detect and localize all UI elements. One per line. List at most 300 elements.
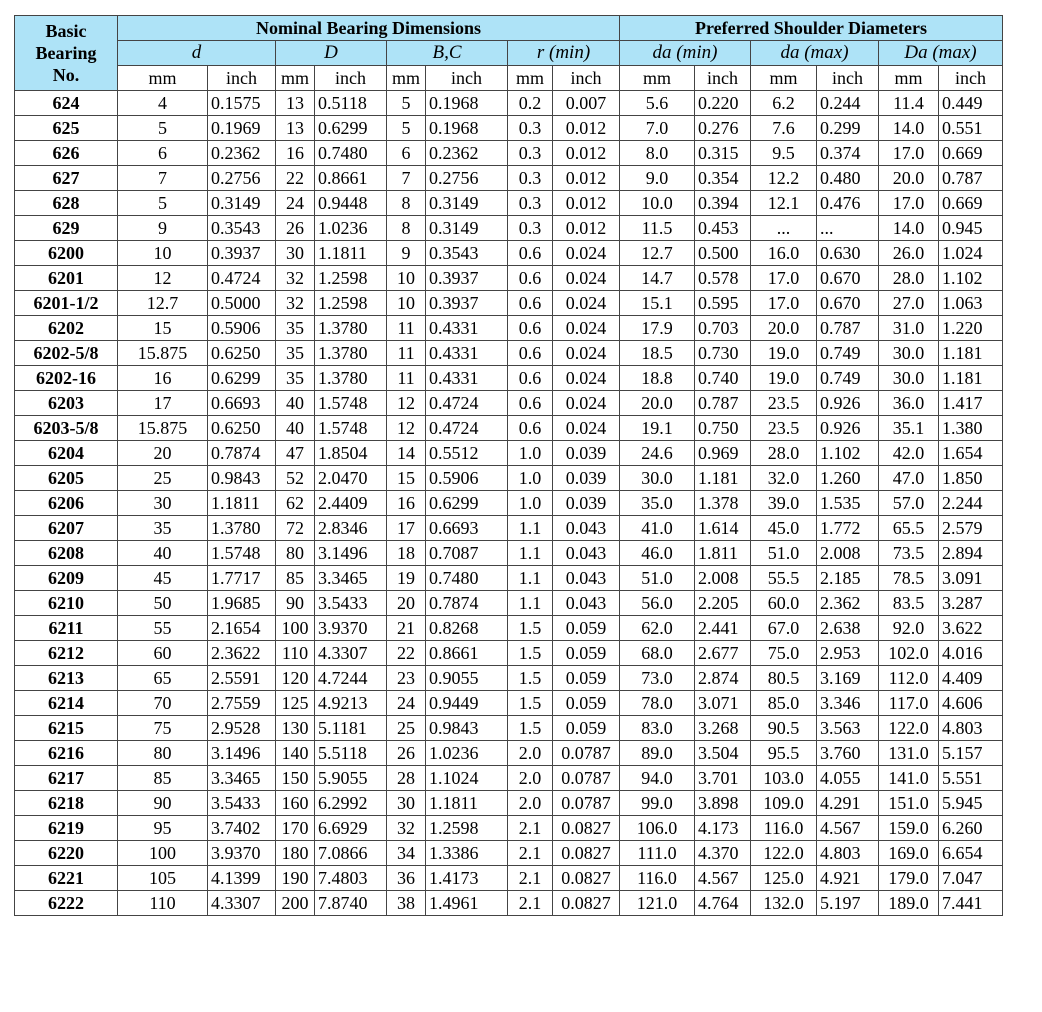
cell-bc-mm: 15: [387, 466, 426, 491]
cell-da-max-inch: 1.535: [817, 491, 879, 516]
cell-da-min-inch: 1.811: [695, 541, 751, 566]
cell-d-inch: 0.7874: [208, 441, 276, 466]
bearing-dimensions-table: [14, 15, 1003, 916]
cell-da-max-mm: 16.0: [751, 241, 817, 266]
cell-Da-max-inch: 1.063: [939, 291, 1003, 316]
cell-r-min-inch: 0.024: [553, 291, 620, 316]
cell-r-min-mm: 0.6: [508, 241, 553, 266]
cell-bearing-no: 6205: [15, 466, 118, 491]
cell-D-inch: 1.5748: [315, 416, 387, 441]
cell-r-min-inch: 0.024: [553, 241, 620, 266]
cell-da-min-inch: 3.701: [695, 766, 751, 791]
cell-d-mm: 65: [118, 666, 208, 691]
nominal-dimensions-header: Nominal Bearing Dimensions: [118, 16, 620, 41]
cell-da-min-inch: 0.750: [695, 416, 751, 441]
cell-r-min-mm: 1.1: [508, 591, 553, 616]
cell-D-inch: 6.6929: [315, 816, 387, 841]
cell-da-min-mm: 94.0: [620, 766, 695, 791]
cell-bc-inch: 0.8661: [426, 641, 508, 666]
cell-d-inch: 3.1496: [208, 741, 276, 766]
table-row: [15, 341, 1003, 366]
cell-da-max-mm: 17.0: [751, 266, 817, 291]
cell-r-min-mm: 1.1: [508, 566, 553, 591]
cell-da-max-mm: 122.0: [751, 841, 817, 866]
cell-r-min-inch: 0.024: [553, 316, 620, 341]
table-row: [15, 266, 1003, 291]
cell-Da-max-inch: 3.287: [939, 591, 1003, 616]
cell-da-min-mm: 46.0: [620, 541, 695, 566]
cell-bc-inch: 0.4331: [426, 341, 508, 366]
cell-Da-max-inch: 0.787: [939, 166, 1003, 191]
unit-header-mm: mm: [879, 66, 939, 91]
cell-Da-max-inch: 2.894: [939, 541, 1003, 566]
cell-da-min-mm: 30.0: [620, 466, 695, 491]
cell-bc-inch: 1.4173: [426, 866, 508, 891]
table-row: [15, 191, 1003, 216]
cell-Da-max-inch: 4.409: [939, 666, 1003, 691]
cell-bc-mm: 14: [387, 441, 426, 466]
cell-da-max-inch: 0.926: [817, 391, 879, 416]
cell-da-max-mm: 103.0: [751, 766, 817, 791]
cell-d-mm: 60: [118, 641, 208, 666]
cell-D-mm: 30: [276, 241, 315, 266]
table-row: [15, 416, 1003, 441]
cell-bc-mm: 17: [387, 516, 426, 541]
cell-d-mm: 12.7: [118, 291, 208, 316]
table-row: [15, 141, 1003, 166]
cell-r-min-mm: 0.2: [508, 91, 553, 116]
cell-da-max-mm: 45.0: [751, 516, 817, 541]
cell-r-min-mm: 0.6: [508, 316, 553, 341]
basic-header-line3: No.: [52, 65, 80, 85]
cell-Da-max-inch: 0.945: [939, 216, 1003, 241]
cell-bc-mm: 12: [387, 416, 426, 441]
cell-da-min-mm: 14.7: [620, 266, 695, 291]
cell-da-min-mm: 9.0: [620, 166, 695, 191]
cell-d-inch: 2.7559: [208, 691, 276, 716]
unit-header-mm: mm: [276, 66, 315, 91]
cell-d-inch: 2.9528: [208, 716, 276, 741]
cell-D-inch: 4.3307: [315, 641, 387, 666]
cell-da-min-inch: 2.874: [695, 666, 751, 691]
table-row: [15, 216, 1003, 241]
cell-Da-max-inch: 6.654: [939, 841, 1003, 866]
cell-da-min-inch: 1.614: [695, 516, 751, 541]
cell-r-min-inch: 0.012: [553, 216, 620, 241]
cell-bearing-no: 6218: [15, 791, 118, 816]
cell-r-min-mm: 1.5: [508, 691, 553, 716]
cell-bc-inch: 0.7480: [426, 566, 508, 591]
cell-r-min-mm: 1.0: [508, 441, 553, 466]
cell-da-max-mm: 23.5: [751, 416, 817, 441]
cell-d-inch: 2.1654: [208, 616, 276, 641]
cell-Da-max-inch: 0.449: [939, 91, 1003, 116]
cell-d-inch: 3.7402: [208, 816, 276, 841]
header-row-units: [15, 66, 1003, 91]
cell-r-min-mm: 1.5: [508, 666, 553, 691]
cell-D-inch: 1.1811: [315, 241, 387, 266]
table-row: [15, 441, 1003, 466]
cell-bearing-no: 6206: [15, 491, 118, 516]
cell-r-min-inch: 0.039: [553, 466, 620, 491]
cell-r-min-inch: 0.012: [553, 191, 620, 216]
cell-d-mm: 20: [118, 441, 208, 466]
cell-bc-inch: 0.3149: [426, 191, 508, 216]
cell-da-min-inch: 0.315: [695, 141, 751, 166]
table-row: [15, 816, 1003, 841]
cell-D-mm: 40: [276, 416, 315, 441]
cell-D-mm: 26: [276, 216, 315, 241]
bearing-table-container: [14, 15, 1003, 916]
cell-r-min-mm: 0.3: [508, 191, 553, 216]
cell-D-mm: 130: [276, 716, 315, 741]
cell-bc-inch: 1.1811: [426, 791, 508, 816]
cell-bc-inch: 0.3149: [426, 216, 508, 241]
cell-r-min-inch: 0.043: [553, 566, 620, 591]
cell-r-min-mm: 0.6: [508, 341, 553, 366]
cell-d-mm: 70: [118, 691, 208, 716]
cell-da-max-inch: 0.787: [817, 316, 879, 341]
cell-d-inch: 0.1575: [208, 91, 276, 116]
sub-header-da-max: da (max): [751, 41, 879, 66]
cell-bearing-no: 6213: [15, 666, 118, 691]
cell-Da-max-inch: 0.669: [939, 141, 1003, 166]
cell-Da-max-mm: 78.5: [879, 566, 939, 591]
cell-bearing-no: 6212: [15, 641, 118, 666]
cell-d-inch: 0.9843: [208, 466, 276, 491]
unit-header-mm: mm: [751, 66, 817, 91]
cell-d-inch: 1.7717: [208, 566, 276, 591]
cell-bearing-no: 6219: [15, 816, 118, 841]
cell-r-min-inch: 0.012: [553, 116, 620, 141]
cell-bc-inch: 1.3386: [426, 841, 508, 866]
cell-Da-max-inch: 4.016: [939, 641, 1003, 666]
cell-r-min-mm: 0.3: [508, 141, 553, 166]
cell-da-min-inch: 3.071: [695, 691, 751, 716]
sub-header-Da-max: Da (max): [879, 41, 1003, 66]
cell-d-mm: 15.875: [118, 416, 208, 441]
cell-r-min-inch: 0.059: [553, 691, 620, 716]
cell-da-max-mm: 109.0: [751, 791, 817, 816]
cell-bearing-no: 6208: [15, 541, 118, 566]
cell-r-min-mm: 2.0: [508, 791, 553, 816]
cell-da-min-mm: 17.9: [620, 316, 695, 341]
cell-r-min-mm: 1.1: [508, 541, 553, 566]
cell-D-mm: 140: [276, 741, 315, 766]
cell-Da-max-mm: 159.0: [879, 816, 939, 841]
cell-da-min-inch: 3.504: [695, 741, 751, 766]
cell-d-mm: 12: [118, 266, 208, 291]
cell-bc-inch: 0.9055: [426, 666, 508, 691]
cell-bc-mm: 11: [387, 316, 426, 341]
cell-d-inch: 0.5000: [208, 291, 276, 316]
cell-D-inch: 7.8740: [315, 891, 387, 916]
cell-D-inch: 3.3465: [315, 566, 387, 591]
cell-da-min-mm: 5.6: [620, 91, 695, 116]
cell-d-mm: 4: [118, 91, 208, 116]
cell-bc-mm: 20: [387, 591, 426, 616]
cell-Da-max-mm: 169.0: [879, 841, 939, 866]
cell-da-max-mm: 6.2: [751, 91, 817, 116]
cell-da-max-mm: 28.0: [751, 441, 817, 466]
cell-Da-max-inch: 2.244: [939, 491, 1003, 516]
cell-da-max-mm: 95.5: [751, 741, 817, 766]
cell-bearing-no: 6211: [15, 616, 118, 641]
cell-da-min-mm: 51.0: [620, 566, 695, 591]
cell-bearing-no: 6202-16: [15, 366, 118, 391]
cell-da-max-mm: 55.5: [751, 566, 817, 591]
cell-bearing-no: 6207: [15, 516, 118, 541]
basic-header-line2: Bearing: [35, 43, 97, 63]
cell-d-inch: 1.1811: [208, 491, 276, 516]
cell-d-inch: 0.6250: [208, 341, 276, 366]
cell-r-min-mm: 2.1: [508, 841, 553, 866]
cell-d-mm: 9: [118, 216, 208, 241]
cell-bc-inch: 0.4724: [426, 391, 508, 416]
basic-bearing-no-header: [15, 16, 118, 91]
cell-Da-max-inch: 1.181: [939, 341, 1003, 366]
cell-bc-mm: 7: [387, 166, 426, 191]
cell-Da-max-mm: 36.0: [879, 391, 939, 416]
cell-D-inch: 3.9370: [315, 616, 387, 641]
cell-da-max-inch: 2.953: [817, 641, 879, 666]
cell-r-min-inch: 0.059: [553, 616, 620, 641]
cell-Da-max-inch: 1.654: [939, 441, 1003, 466]
cell-D-inch: 2.4409: [315, 491, 387, 516]
cell-Da-max-inch: 5.945: [939, 791, 1003, 816]
cell-da-max-inch: 3.563: [817, 716, 879, 741]
cell-da-max-mm: 23.5: [751, 391, 817, 416]
cell-bearing-no: 6202-5/8: [15, 341, 118, 366]
cell-da-max-mm: 80.5: [751, 666, 817, 691]
cell-da-min-mm: 24.6: [620, 441, 695, 466]
cell-da-max-mm: 85.0: [751, 691, 817, 716]
cell-Da-max-mm: 35.1: [879, 416, 939, 441]
cell-da-min-inch: 2.441: [695, 616, 751, 641]
cell-Da-max-inch: 5.157: [939, 741, 1003, 766]
cell-da-max-inch: 4.055: [817, 766, 879, 791]
cell-r-min-mm: 2.0: [508, 741, 553, 766]
cell-da-min-inch: 2.205: [695, 591, 751, 616]
cell-da-min-inch: 3.898: [695, 791, 751, 816]
cell-bearing-no: 6200: [15, 241, 118, 266]
cell-bearing-no: 6201: [15, 266, 118, 291]
cell-D-inch: 7.4803: [315, 866, 387, 891]
cell-Da-max-inch: 1.380: [939, 416, 1003, 441]
cell-da-min-inch: 1.181: [695, 466, 751, 491]
cell-da-max-inch: 2.362: [817, 591, 879, 616]
cell-bc-mm: 26: [387, 741, 426, 766]
cell-da-max-mm: 39.0: [751, 491, 817, 516]
cell-da-max-inch: 1.102: [817, 441, 879, 466]
cell-da-min-mm: 73.0: [620, 666, 695, 691]
cell-D-mm: 72: [276, 516, 315, 541]
cell-D-inch: 3.1496: [315, 541, 387, 566]
cell-Da-max-mm: 65.5: [879, 516, 939, 541]
cell-da-min-inch: 0.276: [695, 116, 751, 141]
cell-D-inch: 1.2598: [315, 266, 387, 291]
cell-r-min-mm: 1.5: [508, 616, 553, 641]
cell-d-inch: 0.3937: [208, 241, 276, 266]
cell-da-max-inch: 0.749: [817, 366, 879, 391]
cell-da-min-inch: 0.394: [695, 191, 751, 216]
cell-da-min-mm: 18.5: [620, 341, 695, 366]
cell-Da-max-mm: 30.0: [879, 341, 939, 366]
cell-bc-mm: 5: [387, 91, 426, 116]
table-row: [15, 716, 1003, 741]
cell-D-mm: 35: [276, 366, 315, 391]
cell-r-min-inch: 0.043: [553, 541, 620, 566]
cell-d-mm: 17: [118, 391, 208, 416]
cell-bc-mm: 8: [387, 216, 426, 241]
cell-da-min-mm: 89.0: [620, 741, 695, 766]
cell-da-min-mm: 19.1: [620, 416, 695, 441]
cell-Da-max-mm: 179.0: [879, 866, 939, 891]
cell-Da-max-mm: 73.5: [879, 541, 939, 566]
bearing-table-body: [15, 91, 1003, 916]
cell-D-mm: 32: [276, 266, 315, 291]
cell-da-min-inch: 2.677: [695, 641, 751, 666]
cell-bc-inch: 0.6693: [426, 516, 508, 541]
cell-da-max-inch: 2.638: [817, 616, 879, 641]
cell-Da-max-mm: 42.0: [879, 441, 939, 466]
table-row: [15, 566, 1003, 591]
cell-bearing-no: 6217: [15, 766, 118, 791]
unit-header-inch: inch: [426, 66, 508, 91]
cell-da-min-inch: 0.703: [695, 316, 751, 341]
cell-bearing-no: 629: [15, 216, 118, 241]
table-row: [15, 666, 1003, 691]
cell-da-min-mm: 68.0: [620, 641, 695, 666]
cell-bc-inch: 0.7087: [426, 541, 508, 566]
cell-bearing-no: 6204: [15, 441, 118, 466]
cell-D-inch: 2.0470: [315, 466, 387, 491]
cell-d-mm: 50: [118, 591, 208, 616]
cell-d-inch: 0.3149: [208, 191, 276, 216]
cell-d-inch: 1.9685: [208, 591, 276, 616]
cell-d-mm: 30: [118, 491, 208, 516]
cell-r-min-inch: 0.024: [553, 266, 620, 291]
cell-da-max-mm: 132.0: [751, 891, 817, 916]
cell-r-min-inch: 0.0787: [553, 766, 620, 791]
table-row: [15, 91, 1003, 116]
cell-Da-max-mm: 14.0: [879, 116, 939, 141]
unit-header-inch: inch: [208, 66, 276, 91]
cell-r-min-inch: 0.0827: [553, 816, 620, 841]
cell-da-min-mm: 7.0: [620, 116, 695, 141]
cell-da-min-mm: 12.7: [620, 241, 695, 266]
cell-bc-inch: 0.3543: [426, 241, 508, 266]
cell-da-min-inch: 0.453: [695, 216, 751, 241]
cell-da-min-mm: 35.0: [620, 491, 695, 516]
table-row: [15, 316, 1003, 341]
cell-D-mm: 110: [276, 641, 315, 666]
cell-da-max-inch: 0.749: [817, 341, 879, 366]
cell-bc-inch: 0.1968: [426, 116, 508, 141]
cell-Da-max-inch: 4.803: [939, 716, 1003, 741]
cell-da-min-mm: 18.8: [620, 366, 695, 391]
cell-r-min-mm: 2.0: [508, 766, 553, 791]
cell-da-max-inch: 0.480: [817, 166, 879, 191]
cell-r-min-inch: 0.0787: [553, 741, 620, 766]
cell-Da-max-mm: 112.0: [879, 666, 939, 691]
table-row: [15, 366, 1003, 391]
cell-D-inch: 0.9448: [315, 191, 387, 216]
cell-da-max-inch: 0.670: [817, 291, 879, 316]
cell-da-max-mm: 67.0: [751, 616, 817, 641]
cell-d-mm: 15: [118, 316, 208, 341]
cell-D-inch: 1.3780: [315, 366, 387, 391]
cell-d-inch: 0.3543: [208, 216, 276, 241]
cell-da-max-mm: 125.0: [751, 866, 817, 891]
cell-da-max-mm: 60.0: [751, 591, 817, 616]
cell-bearing-no: 625: [15, 116, 118, 141]
cell-Da-max-mm: 141.0: [879, 766, 939, 791]
cell-D-inch: 1.2598: [315, 291, 387, 316]
cell-D-mm: 47: [276, 441, 315, 466]
sub-header-r-min: r (min): [508, 41, 620, 66]
table-row: [15, 791, 1003, 816]
cell-D-inch: 5.1181: [315, 716, 387, 741]
cell-da-min-mm: 83.0: [620, 716, 695, 741]
cell-Da-max-mm: 57.0: [879, 491, 939, 516]
cell-Da-max-mm: 28.0: [879, 266, 939, 291]
cell-Da-max-mm: 30.0: [879, 366, 939, 391]
cell-da-min-inch: 4.370: [695, 841, 751, 866]
cell-r-min-mm: 1.1: [508, 516, 553, 541]
cell-bc-mm: 30: [387, 791, 426, 816]
cell-bearing-no: 6221: [15, 866, 118, 891]
cell-bearing-no: 6220: [15, 841, 118, 866]
cell-D-mm: 52: [276, 466, 315, 491]
cell-bearing-no: 6214: [15, 691, 118, 716]
cell-r-min-inch: 0.024: [553, 341, 620, 366]
cell-r-min-inch: 0.012: [553, 166, 620, 191]
cell-da-max-mm: 7.6: [751, 116, 817, 141]
table-row: [15, 466, 1003, 491]
cell-da-min-mm: 8.0: [620, 141, 695, 166]
cell-da-max-mm: 12.2: [751, 166, 817, 191]
table-row: [15, 841, 1003, 866]
cell-d-inch: 0.4724: [208, 266, 276, 291]
cell-Da-max-inch: 7.047: [939, 866, 1003, 891]
cell-r-min-mm: 1.5: [508, 716, 553, 741]
cell-d-mm: 55: [118, 616, 208, 641]
cell-bc-inch: 0.4331: [426, 316, 508, 341]
cell-da-max-inch: 4.567: [817, 816, 879, 841]
cell-da-min-inch: 2.008: [695, 566, 751, 591]
cell-r-min-mm: 2.1: [508, 866, 553, 891]
cell-da-min-mm: 41.0: [620, 516, 695, 541]
cell-Da-max-mm: 117.0: [879, 691, 939, 716]
cell-da-max-mm: 19.0: [751, 366, 817, 391]
cell-d-inch: 4.3307: [208, 891, 276, 916]
cell-d-inch: 2.5591: [208, 666, 276, 691]
cell-da-min-inch: 3.268: [695, 716, 751, 741]
cell-D-mm: 120: [276, 666, 315, 691]
table-row: [15, 616, 1003, 641]
cell-bearing-no: 6203-5/8: [15, 416, 118, 441]
cell-da-max-mm: 19.0: [751, 341, 817, 366]
cell-da-min-mm: 11.5: [620, 216, 695, 241]
unit-header-mm: mm: [387, 66, 426, 91]
cell-d-mm: 5: [118, 116, 208, 141]
cell-d-mm: 7: [118, 166, 208, 191]
cell-bearing-no: 6209: [15, 566, 118, 591]
cell-r-min-mm: 1.5: [508, 641, 553, 666]
cell-D-mm: 35: [276, 316, 315, 341]
cell-D-mm: 85: [276, 566, 315, 591]
